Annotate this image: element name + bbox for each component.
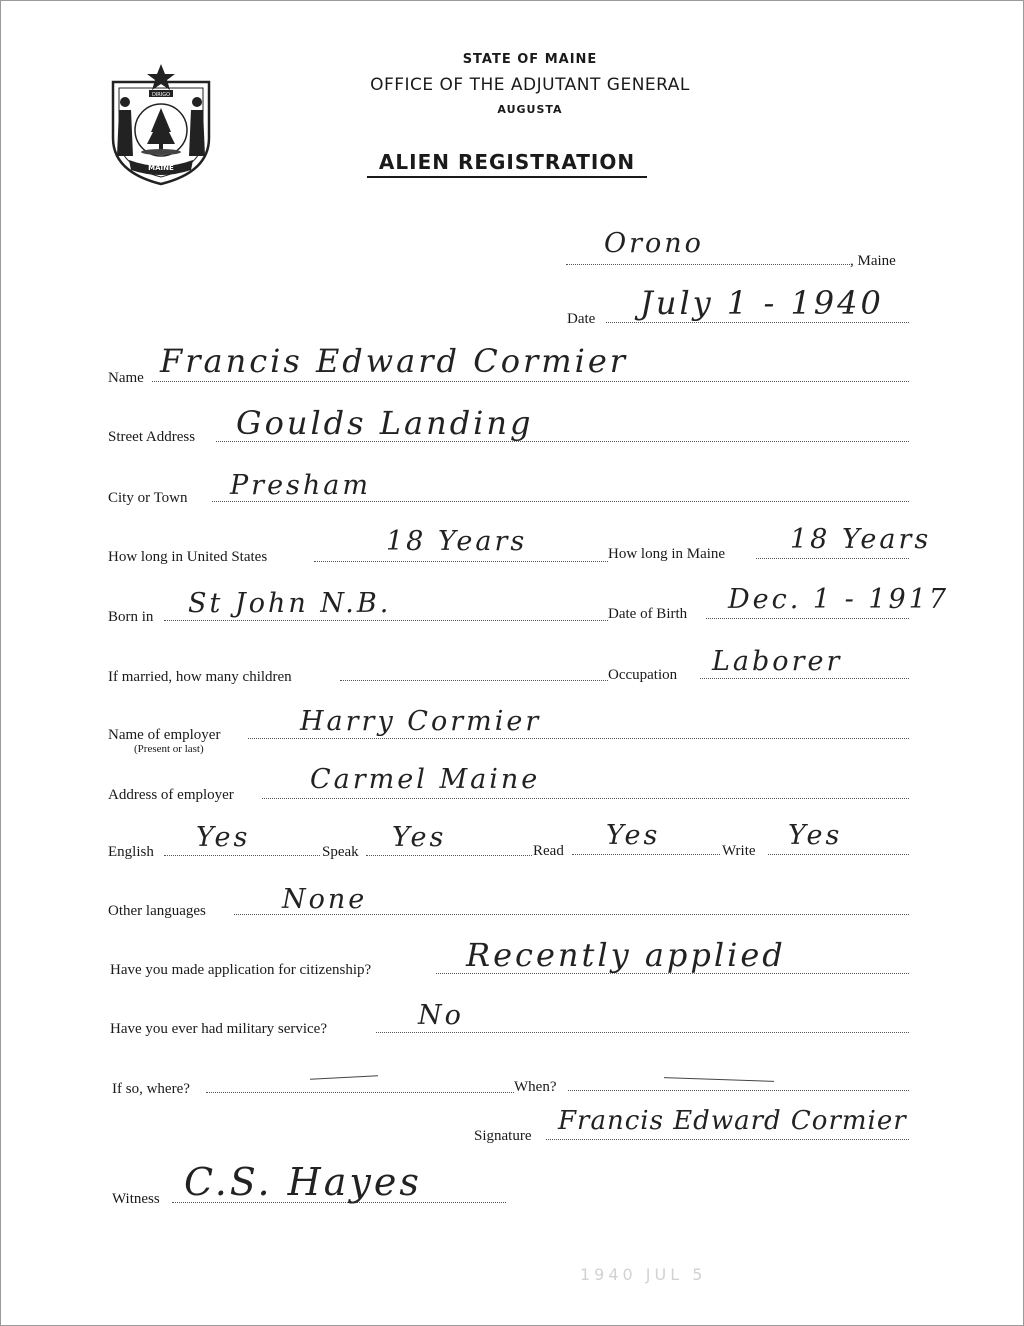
street-address-label: Street Address	[108, 429, 196, 445]
how-long-maine-label: How long in Maine	[608, 546, 726, 562]
english-label: English	[108, 844, 154, 860]
how-long-us-label: How long in United States	[108, 549, 268, 565]
occupation-line	[700, 678, 909, 679]
occupation-value: Laborer	[712, 646, 843, 677]
if-so-where-line	[206, 1092, 514, 1093]
born-in-label: Born in	[108, 609, 154, 625]
city-label: City or Town	[108, 490, 188, 506]
employer-address-line	[262, 798, 909, 799]
signature-line	[546, 1139, 909, 1140]
other-languages-label: Other languages	[108, 903, 206, 919]
occupation-label: Occupation	[608, 667, 678, 683]
town-label: , Maine	[850, 253, 896, 269]
signature-value: Francis Edward Cormier	[558, 1106, 907, 1136]
read-value: Yes	[606, 820, 661, 851]
header-office: OFFICE OF THE ADJUTANT GENERAL	[370, 75, 690, 95]
employer-name-line	[248, 738, 909, 739]
citizenship-value: Recently applied	[466, 936, 786, 974]
military-label: Have you ever had military service?	[110, 1021, 327, 1037]
seal-motto: DIRIGO	[151, 92, 171, 98]
city-value: Presham	[230, 470, 371, 501]
military-value: No	[418, 1000, 464, 1031]
employer-name-sublabel: (Present or last)	[134, 743, 204, 755]
citizenship-label: Have you made application for citizenship?	[110, 962, 372, 978]
date-of-birth-value: Dec. 1 - 1917	[728, 584, 950, 615]
how-long-maine-line	[756, 558, 909, 559]
witness-label: Witness	[112, 1191, 160, 1207]
city-line	[212, 501, 909, 502]
write-line	[768, 854, 909, 855]
header-city: AUGUSTA	[497, 103, 563, 116]
how-long-us-line	[314, 561, 608, 562]
name-value: Francis Edward Cormier	[160, 342, 629, 380]
date-of-birth-line	[706, 618, 909, 619]
employer-name-value: Harry Cormier	[300, 706, 542, 737]
born-in-line	[164, 620, 608, 621]
english-value: Yes	[196, 822, 251, 853]
speak-value: Yes	[392, 822, 447, 853]
form-title: ALIEN REGISTRATION	[367, 150, 647, 178]
speak-line	[366, 855, 532, 856]
date-label: Date	[567, 311, 596, 327]
seal-banner: MAINE	[148, 164, 174, 172]
header-state: STATE OF MAINE	[462, 52, 598, 67]
write-value: Yes	[788, 820, 843, 851]
date-value: July 1 - 1940	[640, 284, 884, 322]
employer-address-label: Address of employer	[108, 787, 234, 803]
receipt-stamp: 1940 JUL 5	[580, 1265, 707, 1284]
read-line	[572, 854, 720, 855]
employer-name-label: Name of employer	[108, 727, 221, 743]
street-address-value: Goulds Landing	[236, 404, 534, 442]
if-so-where-label: If so, where?	[112, 1081, 190, 1097]
date-of-birth-label: Date of Birth	[608, 606, 688, 622]
name-label: Name	[108, 370, 144, 386]
signature-label: Signature	[474, 1128, 532, 1144]
when-label: When?	[514, 1079, 557, 1095]
children-label: If married, how many children	[108, 669, 292, 685]
town-line	[566, 264, 850, 265]
witness-value: C.S. Hayes	[184, 1160, 422, 1204]
children-line	[340, 680, 608, 681]
how-long-maine-value: 18 Years	[790, 524, 932, 555]
speak-label: Speak	[322, 844, 359, 860]
read-label: Read	[533, 843, 564, 859]
english-line	[164, 855, 320, 856]
when-line	[568, 1090, 909, 1091]
other-languages-value: None	[282, 884, 368, 915]
how-long-us-value: 18 Years	[386, 526, 528, 557]
town-value: Orono	[604, 228, 704, 259]
date-line	[606, 322, 909, 323]
military-line	[376, 1032, 909, 1033]
write-label: Write	[722, 843, 756, 859]
name-line	[152, 381, 909, 382]
employer-address-value: Carmel Maine	[310, 764, 541, 795]
born-in-value: St John N.B.	[188, 588, 392, 619]
